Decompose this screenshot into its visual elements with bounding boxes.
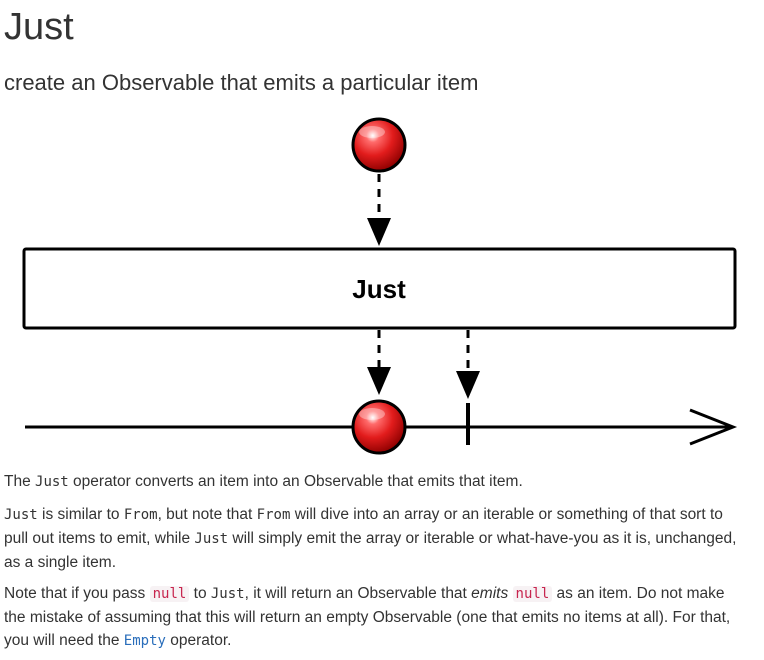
output-item-marble (353, 401, 405, 453)
description-paragraph-2: Just is similar to From, but note that From will dive into an array or an iterable or something of that sort to pull out items to emit, while Just will simply emit the array or iterable or what-have-you as it is, unchanged, as a single item. (4, 506, 737, 571)
code-just: Just (194, 531, 229, 547)
description-paragraph-3: Note that if you pass null to Just, it will return an Observable that emits null as an item. Do not make the mistake of assuming that this will return an empty Observable (one that emits no items at all). For that, you will need the Empty operator. (4, 585, 731, 649)
completion-arrow-head (456, 371, 480, 399)
empty-operator-link[interactable]: Empty (123, 633, 166, 649)
page-title: Just (4, 6, 74, 48)
input-item-marble (353, 119, 405, 171)
code-from: From (256, 507, 291, 523)
code-just: Just (35, 474, 69, 490)
input-item-highlight (359, 126, 385, 138)
code-just: Just (4, 507, 38, 523)
emphasis-emits: emits (471, 585, 509, 602)
code-null: null (150, 586, 190, 602)
marble-diagram (0, 108, 764, 463)
operator-label: Just (352, 274, 406, 304)
page-subtitle: create an Observable that emits a particular item (4, 70, 479, 95)
code-null: null (513, 586, 553, 602)
output-arrow-head (367, 367, 391, 395)
input-arrow-head (367, 218, 391, 246)
code-from: From (123, 507, 158, 523)
output-item-highlight (359, 408, 385, 420)
code-just: Just (210, 586, 245, 602)
description-paragraph-1: The Just operator converts an item into an Observable that emits that item. (4, 473, 523, 490)
